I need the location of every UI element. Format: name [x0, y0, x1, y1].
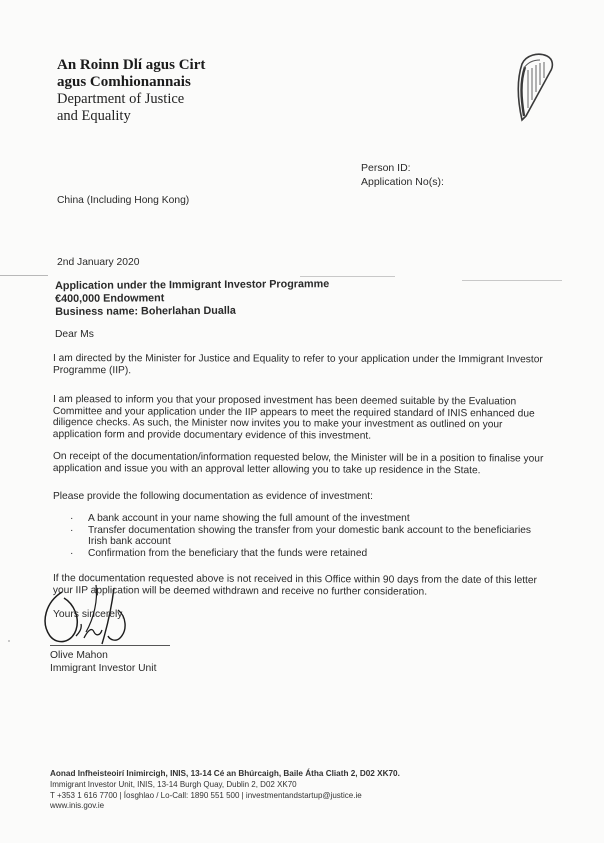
paragraph-2: I am pleased to inform you that your proposed investment has been deemed suitable by the Evaluation Committee and your application under the IIP appears to meet the required standard of INIS enhanced due diligence checks. As such, the Minister now invites you to make your investment as outlined on your application form and provide documentary evidence of this investment. — [52, 394, 535, 442]
list-item-text: Confirmation from the beneficiary that the funds were retained — [88, 547, 368, 559]
signatory-name: Olive Mahon — [50, 650, 108, 661]
subject-line-3: Business name: Boherlahan Dualla — [55, 304, 236, 318]
scan-artifact-line — [462, 280, 562, 281]
list-item — [70, 548, 550, 560]
person-id-label: Person ID: — [361, 162, 411, 174]
signatory-block — [50, 650, 156, 675]
scan-speck — [8, 640, 10, 642]
footer-line-website: www.inis.gov.ie — [50, 801, 105, 811]
list-item-text: Transfer documentation showing the transfer from your domestic bank account to the beneficiaries Irish bank account — [88, 524, 532, 548]
dept-irish-line-1: An Roinn Dlí agus Cirt — [57, 57, 206, 73]
bullet-icon: · — [70, 513, 74, 524]
reference-block — [361, 161, 444, 189]
subject-line-1: Application under the Immigrant Investor Programme — [55, 278, 330, 292]
paragraph-3: On receipt of the documentation/information requested below, the Minister will be in a position to finalise your application and issue you with an approval letter allowing you to take up residence in the State. — [52, 451, 544, 476]
bullet-icon: · — [70, 524, 74, 536]
bullet-icon: · — [70, 547, 74, 559]
evidence-list — [70, 513, 550, 559]
recipient-address: China (Including Hong Kong) — [57, 195, 190, 206]
signature-line — [50, 645, 170, 646]
harp-emblem-icon — [510, 50, 556, 122]
valediction: Yours sincerely, — [53, 609, 125, 620]
dept-english-line-1: Department of Justice — [57, 91, 185, 107]
salutation: Dear Ms — [55, 329, 94, 340]
scan-artifact-line — [300, 276, 395, 277]
footer-line-contacts: T +353 1 616 7700 | Íosghlao / Lo-Call: 1890 551 500 | investmentandstartup@justice.ie — [50, 790, 362, 800]
list-item — [70, 513, 550, 525]
subject-block — [55, 278, 329, 318]
application-number-label: Application No(s): — [361, 176, 444, 188]
subject-line-2: €400,000 Endowment — [55, 292, 165, 305]
handwritten-signature — [36, 580, 176, 655]
paragraph-1: I am directed by the Minister for Justice and Equality to refer to your application under the Immigrant Investor Programme (IIP). — [52, 353, 543, 376]
paragraph-4: Please provide the following documentation as evidence of investment: — [53, 491, 373, 502]
footer-line-address: Immigrant Investor Unit, INIS, 13-14 Burgh Quay, Dublin 2, D02 XK70 — [50, 779, 297, 789]
dept-irish-line-2: agus Comhionannais — [57, 74, 191, 90]
department-heading — [57, 57, 205, 125]
dept-english-line-2: and Equality — [57, 108, 131, 124]
list-item-text: A bank account in your name showing the full amount of the investment — [88, 513, 410, 524]
paragraph-5: If the documentation requested above is not received in this Office within 90 days from the date of this letter your IIP application will be deemed withdrawn and receive no further consideration. — [52, 573, 537, 598]
signatory-unit: Immigrant Investor Unit — [50, 662, 157, 674]
list-item — [70, 525, 550, 548]
letter-footer — [50, 769, 400, 812]
footer-line-irish-address: Aonad Infheisteoirí Inimircigh, INIS, 13-14 Cé an Bhúrcaigh, Baile Átha Cliath 2, D02 XK70. — [50, 769, 400, 778]
letter-date: 2nd January 2020 — [57, 257, 140, 268]
scan-artifact-line — [0, 275, 48, 276]
